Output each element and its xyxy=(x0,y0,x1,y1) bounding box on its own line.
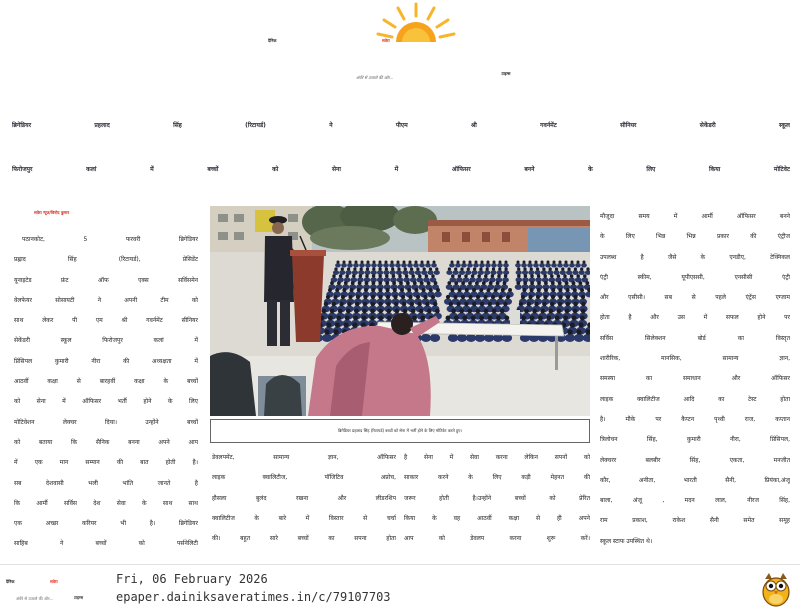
article-text-line: होता है और उस में सफल होने पर xyxy=(600,314,790,322)
article-text-line: राम प्रकाश, राकेश सैनी समेत समूह xyxy=(600,517,790,525)
article-column-2 xyxy=(212,448,396,549)
masthead-name-dainik: दैनिक xyxy=(268,38,277,43)
article-column-4 xyxy=(600,207,790,552)
article-text-line: सर्विस सिलेक्शन बोर्ड का विस्तृत xyxy=(600,334,790,342)
headline-line-2: फिरोजपुर कलां में बच्चों को सेना में ऑफिसर बनने के लिए किया मोटिवेट xyxy=(12,166,790,173)
article-text-line: एंट्री स्कीम, यूपीएससी, एनसीसी एंट्री xyxy=(600,273,790,281)
article-text-line: लाइक क्वालिटीज आदि का टेस्ट होता xyxy=(600,395,790,403)
article-text-line: मोटिवेशन लेक्चर दिया। उन्होंने बच्चों xyxy=(14,418,198,426)
article-text-line: किया के वह आठवीं कक्षा से ही अपने xyxy=(404,514,590,522)
article-text-line: सब देशवासी भली भांति जानते है xyxy=(14,479,198,487)
article-text-line: क्वालिटीज के बारे में विस्तार से चर्चा xyxy=(212,514,396,522)
article-text-line: पठानकोट, 5 फरवरी ब्रिगेडियर xyxy=(22,236,198,243)
article-text-line: और एसीसी। सब से पहले एंट्रेंस एग्जाम xyxy=(600,294,790,302)
podium xyxy=(290,236,326,342)
epaper-footer xyxy=(0,564,800,611)
article-text-line: प्रह्लाद सिंह (रिटायर्ड), प्रेसिडेंट xyxy=(14,256,198,264)
masthead-tagline: अंधेरे से उजाले की ओर... xyxy=(356,75,394,80)
article-text-line: आप को डेवलप करना शुरू करें। xyxy=(404,535,590,543)
article-text-line: हौसला बुलंद रखना और लीडरशिप xyxy=(212,494,396,502)
article-text-line: साकार करने के लिए कड़ी मेहनत की xyxy=(404,474,590,482)
school-assembly-photo xyxy=(210,206,590,416)
article-text-line: यूनाइटेड फ्रंट ऑफ एक्स सर्विसमेन xyxy=(14,276,198,284)
article-text-line: है सेना में सेवा करना लेकिन सपनों को xyxy=(404,454,590,461)
footer-logo[interactable] xyxy=(6,571,104,607)
byline: सवेरा न्यूज/विनोद कुमार xyxy=(34,210,70,215)
article-text-line: लाइक क्वालिटीज, पॉजिटिव अप्रोच, xyxy=(212,474,396,482)
photo-caption: ब्रिगेडियर प्रहलाद सिंह (रिटायर्ड) बच्चों को सेना में भर्ती होने के लिए मोटिवेट करते हुए। xyxy=(210,419,590,443)
masthead-edition: टाइम्स xyxy=(501,71,511,76)
article-text-line: मौजूदा समय में आर्मी ऑफिसर बनने xyxy=(600,213,790,220)
footer-logo-edition: टाइम्स xyxy=(74,595,84,600)
article-text-line: कौर, अनीता, भारती सैनी, प्रियंका,अंजू xyxy=(600,476,790,484)
article-text-line: है। मौके पर कैप्टन पृथ्वी राज, कप्तान xyxy=(600,415,790,423)
article-text-line: प्रिंसिपल कुमारी नीरा की अध्यक्षता में xyxy=(14,357,198,365)
article-text-line: की। बहुत सारे बच्चों का सपना होता xyxy=(212,535,396,543)
edition-date: Fri, 06 February 2026 xyxy=(116,572,268,586)
footer-logo-dainik: दैनिक xyxy=(6,579,15,584)
article-text-line: को सेना में ऑफिसर भर्ती होने के लिए xyxy=(14,398,198,406)
article-text-line: साहिब ने बच्चों को पर्सनेलिटी xyxy=(14,540,198,548)
clip-url-link[interactable]: epaper.dainiksaveratimes.in/c/79107703 xyxy=(116,590,391,604)
article-text-line: उपलब्ध है जैसे के एनडीए, टेक्निकल xyxy=(600,253,790,261)
article-text-line: में एक मान सम्मान की बात होती है। xyxy=(14,459,198,467)
masthead-name-savera: सवेरा xyxy=(382,38,390,43)
article-text-line: डेवलपमेंट, सामान्य ज्ञान, ऑफिसर xyxy=(212,454,396,461)
footer-logo-savera: सवेरा xyxy=(50,579,58,584)
article-text-line: शारीरिक, मानसिक, सामान्य ज्ञान, xyxy=(600,355,790,363)
article-text-line: त्रिलोचन सिंह, कुमारी नीरा, प्रिंसिपल, xyxy=(600,436,790,444)
article-column-3 xyxy=(404,448,590,549)
article-text-line: साथ लेकर पी एम श्री गवर्नमेंट सीनियर xyxy=(14,317,198,325)
article-text-line: सेकेंडरी स्कूल फिरोजपुर कलां में xyxy=(14,337,198,345)
article-text-line: स्कूल स्टाफ उपस्थित थे। xyxy=(600,537,653,545)
footer-logo-tagline: अंधेरे से उजाले की ओर... xyxy=(16,596,54,601)
article-column-1 xyxy=(14,230,198,555)
article-text-line: के लिए भिन्न भिन्न प्रकार की एंट्रीज xyxy=(600,233,790,241)
article-text-line: वेलफेयर सोसायटी ने अपनी टीम को xyxy=(14,296,198,304)
article-text-line: एक अच्छा करियर भी है। ब्रिगेडियर xyxy=(14,520,198,528)
owl-icon xyxy=(760,571,792,607)
article-text-line: समस्या का समाधान और ऑफिसर xyxy=(600,375,790,383)
article-text-line: को बताया कि सैनिक बनना अपने आप xyxy=(14,438,198,446)
article-photo xyxy=(210,206,590,416)
article-text-line: लेक्चरर बलबीर सिंह, एकता, मनजीत xyxy=(600,456,790,464)
article-text-line: जरूर होती है।उन्होंने बच्चों को प्रेरित xyxy=(404,494,590,502)
article-text-line: बाला, अंजू , मदन लाल, नीरज सिंह, xyxy=(600,497,790,505)
article-text-line: कि आर्मी सर्विस देश सेवा के साथ साथ xyxy=(14,499,198,507)
headline-line-1: ब्रिगेडियर प्रहलाद सिंह (रिटायर्ड) ने पीएम श्री गवर्नमेंट सीनियर सेकेंडरी स्कूल xyxy=(12,122,790,129)
article-text-line: आठवीं कक्षा से बारहवीं कक्षा के बच्चों xyxy=(14,378,198,386)
